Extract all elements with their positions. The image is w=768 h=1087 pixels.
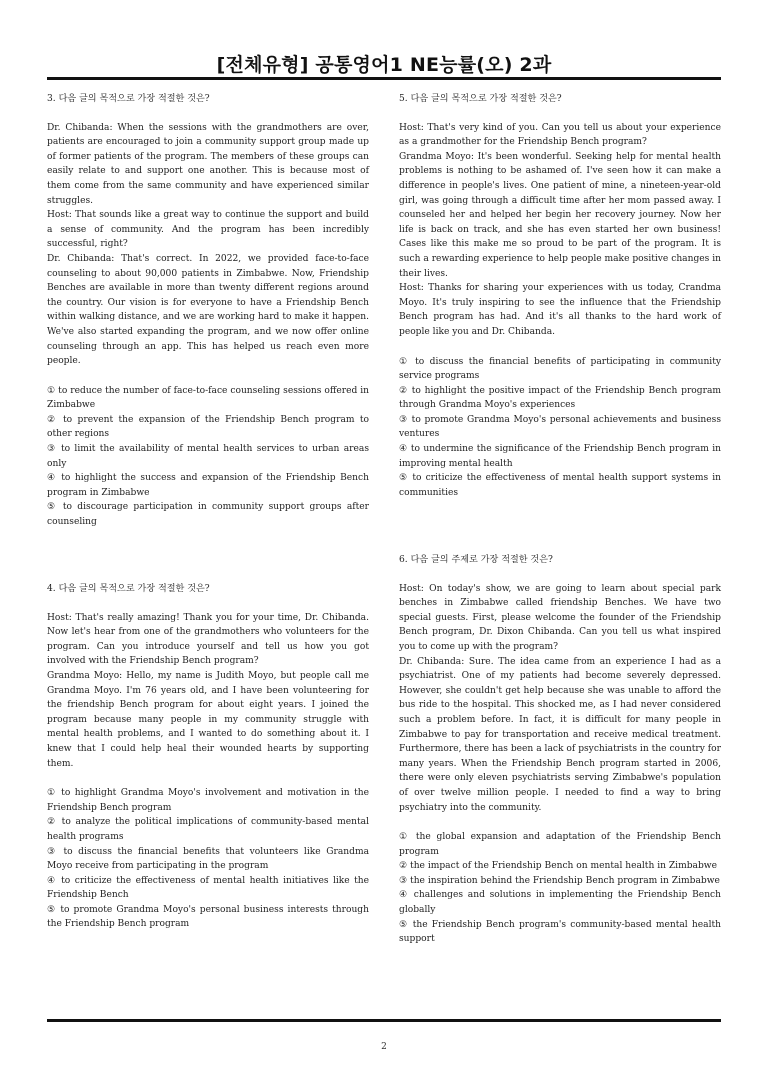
top-divider	[47, 77, 721, 80]
answer-option: ③ to limit the availability of mental health services to urban areas only	[47, 444, 369, 469]
answer-option: ③ the inspiration behind the Friendship Bench program in Zimbabwe	[399, 875, 720, 886]
question-prompt: 6. 다음 글의 주제로 가장 적절한 것은?	[399, 555, 553, 565]
answer-option: ② to highlight the positive impact of the Friendship Bench program through Grandma Moyo's experiences	[399, 385, 721, 411]
answer-option: ⑤ to criticize the effectiveness of mental health support systems in communities	[399, 473, 721, 498]
answer-option: ② to prevent the expansion of the Friendship Bench program to other regions	[47, 414, 369, 440]
question-5	[399, 92, 721, 500]
answer-option: ② to analyze the political implications of community-based mental health programs	[47, 817, 369, 842]
question-passage	[47, 121, 369, 369]
answer-option: ③ to promote Grandma Moyo's personal achievements and business ventures	[399, 414, 721, 440]
answer-option: ① to discuss the financial benefits of participating in community service programs	[399, 356, 721, 382]
question-6	[399, 553, 721, 947]
passage-paragraph: Dr. Chibanda: Sure. The idea came from an experience I had as a psychiatrist. One of my patients had become severely depressed. However, she couldn't get help because she was unable to afford the bus ride to the hospital. This shocked me, as I had never considered such a problem before. In fact, it is difficult for many people in Zimbabwe to pay for transportation and receive medical treatment. Furthermore, there has been a lack of psychiatrists in the country for many years. When the Friendship Bench program started in 2006, there were only eleven psychiatrists serving Zimbabwe's population of over twelve million people. I needed to find a way to bring psychiatry into the community.	[399, 656, 721, 813]
page-number: 2	[381, 1042, 387, 1052]
answer-options	[399, 355, 721, 501]
answer-option: ② the impact of the Friendship Bench on mental health in Zimbabwe	[399, 861, 717, 872]
answer-options	[399, 830, 721, 947]
passage-paragraph: Host: That's very kind of you. Can you tell us about your experience as a grandmother for the Friendship Bench program?	[399, 122, 721, 148]
answer-option: ⑤ to discourage participation in community support groups after counseling	[47, 502, 369, 528]
question-prompt: 4. 다음 글의 목적으로 가장 적절한 것은?	[47, 584, 210, 594]
passage-paragraph: Grandma Moyo: Hello, my name is Judith Moyo, but people call me Grandma Moyo. I'm 76 years old, and I have been volunteering for the friendship Bench program for about eight years. I joined the program because many people in my community struggle with mental health problems, and I wanted to do something about it. I knew that I could help heal their wounded hearts by supporting them.	[47, 670, 369, 769]
answer-option: ⑤ to promote Grandma Moyo's personal business interests through the Friendship Bench program	[47, 904, 369, 930]
answer-option: ① the global expansion and adaptation of the Friendship Bench program	[399, 832, 721, 857]
answer-option: ⑤ the Friendship Bench program's community-based mental health support	[399, 919, 721, 945]
question-4	[47, 582, 369, 932]
question-prompt: 3. 다음 글의 목적으로 가장 적절한 것은?	[47, 94, 210, 104]
question-3	[47, 92, 369, 530]
answer-option: ④ to highlight the success and expansion of the Friendship Bench program in Zimbabwe	[47, 473, 369, 498]
answer-option: ① to reduce the number of face-to-face counseling sessions offered in Zimbabwe	[47, 385, 369, 411]
passage-paragraph: Host: That sounds like a great way to continue the support and build a sense of community. And the program has been incredibly successful, right?	[47, 210, 369, 250]
passage-paragraph: Host: Thanks for sharing your experiences with us today, Crandma Moyo. It's truly inspiring to see the influence that the Friendship Bench program has had. And it's all thanks to the hard work of people like you and Dr. Chibanda.	[399, 283, 721, 337]
answer-option: ④ challenges and solutions in implementing the Friendship Bench globally	[399, 890, 721, 916]
question-prompt: 5. 다음 글의 목적으로 가장 적절한 것은?	[399, 94, 562, 104]
passage-paragraph: Host: That's really amazing! Thank you for your time, Dr. Chibanda. Now let's hear from one of the grandmothers who volunteers for the program. Can you introduce yourself and tell us how you got involved with the Friendship Bench program?	[47, 612, 369, 667]
page-title: [전체유형] 공통영어1 NE능률(오) 2과	[216, 54, 552, 76]
answer-option: ① to highlight Grandma Moyo's involvement and motivation in the Friendship Bench program	[47, 788, 369, 813]
answer-option: ③ to discuss the financial benefits that volunteers like Grandma Moyo receive from participating in the program	[47, 846, 369, 872]
passage-paragraph: Grandma Moyo: It's been wonderful. Seeking help for mental health problems is nothing to be ashamed of. I've seen how it can make a difference in people's lives. One patient of mine, a nineteen-year-old girl, was going through a difficult time after her mom passed away. I counseled her and helped her begin her recovery journey. Now her life is back on track, and she has even started her own business! Cases like this make me so proud to be part of the program. It is such a rewarding experience to help people make positive changes in their lives.	[399, 151, 721, 279]
passage-paragraph: Host: On today's show, we are going to learn about special park benches in Zimbabwe called friendship Benches. We have two special guests. First, please welcome the founder of the Friendship Bench program, Dr. Dixon Chibanda. Can you tell us what inspired you to come up with the program?	[399, 583, 721, 652]
answer-options	[47, 786, 369, 932]
passage-paragraph: Dr. Chibanda: When the sessions with the grandmothers are over, patients are encouraged to join a community support group made up of former patients of the program. The members of these groups can easily relate to and support one another. This is because most of them come from the same community and have experienced similar struggles.	[47, 122, 369, 206]
answer-option: ④ to undermine the significance of the Friendship Bench program in improving mental health	[399, 444, 721, 469]
bottom-divider	[47, 1019, 721, 1022]
question-passage	[399, 582, 721, 816]
passage-paragraph: Dr. Chibanda: That's correct. In 2022, we provided face-to-face counseling to about 90,000 patients in Zimbabwe. Now, Friendship Benches are available in more than twenty different regions around the country. Our vision is for everyone to have a Friendship Bench within walking distance, and we are working hard to make it happen. We've also started expanding the program, and we now offer online counseling through an app. This has helped us reach even more people.	[47, 253, 369, 367]
answer-options	[47, 384, 369, 530]
answer-option: ④ to criticize the effectiveness of mental health initiatives like the Friendship Bench	[47, 875, 369, 901]
question-passage	[47, 611, 369, 772]
question-passage	[399, 121, 721, 340]
